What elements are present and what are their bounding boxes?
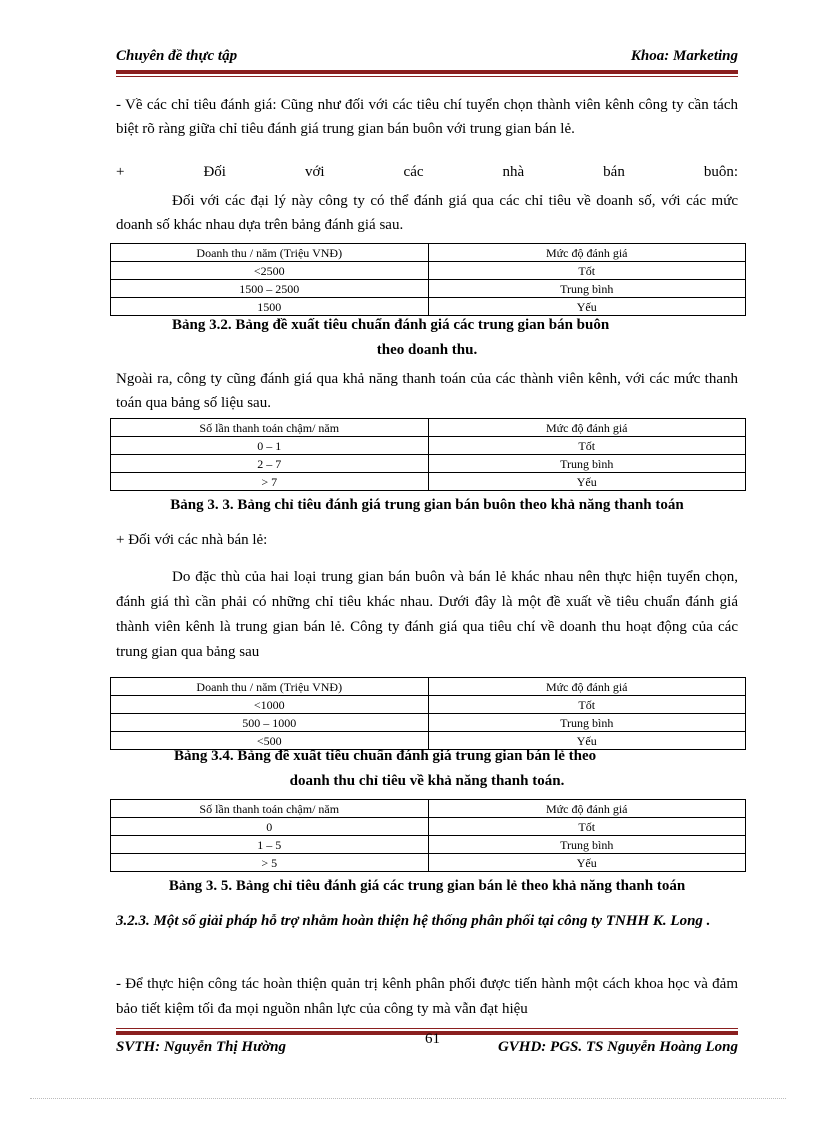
caption-table-3-2-line1: Bảng 3.2. Bảng đề xuất tiêu chuẩn đánh giá các trung gian bán buôn <box>172 317 610 333</box>
table-cell: Trung bình <box>428 714 746 732</box>
caption-table-3-2-line2: theo doanh thu. <box>376 342 478 358</box>
paragraph-solutions-intro: - Để thực hiện công tác hoàn thiện quản trị kênh phân phối được tiến hành một cách khoa học và đảm bảo tiết kiệm tối đa mọi nguồn nhân lực của công ty mà vẫn đạt hiệu <box>116 976 738 1017</box>
wholesale-word: bán <box>603 164 625 180</box>
table-row <box>111 696 746 714</box>
table-cell: Tốt <box>428 437 746 455</box>
table-cell: Yếu <box>428 732 746 750</box>
section-heading-3-2-3: 3.2.3. Một số giải pháp hỗ trợ nhằm hoàn thiện hệ thống phân phối tại công ty TNHH K. Long . <box>116 913 711 929</box>
wholesale-heading <box>116 164 738 181</box>
table-cell: Trung bình <box>428 280 746 298</box>
table-row <box>111 262 746 280</box>
table-row <box>111 732 746 750</box>
paragraph-payment-ability: Ngoài ra, công ty cũng đánh giá qua khả năng thanh toán của các thành viên kênh, với các mức thanh toán qua bảng số liệu sau. <box>116 371 738 411</box>
table-cell: 2 – 7 <box>111 455 429 473</box>
table-header-cell: Số lần thanh toán chậm/ năm <box>111 800 429 818</box>
page-bottom-dotted-border <box>30 1098 786 1099</box>
paragraph-retail-criteria: Do đặc thù của hai loại trung gian bán buôn và bán lẻ khác nhau nên thực hiện tuyển chọn, đánh giá thì cần phải có những chỉ tiêu khác nhau. Dưới đây là một đề xuất về tiêu chuẩn đánh giá thành viên kênh là trung gian bán lẻ. Công ty đánh giá qua tiêu chí về doanh thu hoạt động của các trung gian qua bảng sau <box>116 569 738 660</box>
table-header-cell: Mức độ đánh giá <box>428 678 746 696</box>
table-header-cell: Mức độ đánh giá <box>428 800 746 818</box>
table-cell: <2500 <box>111 262 429 280</box>
caption-table-3-3: Bảng 3. 3. Bảng chỉ tiêu đánh giá trung gian bán buôn theo khả năng thanh toán <box>170 497 684 513</box>
table-cell: 1 – 5 <box>111 836 429 854</box>
table-cell: 500 – 1000 <box>111 714 429 732</box>
caption-table-3-5: Bảng 3. 5. Bảng chỉ tiêu đánh giá các trung gian bán lẻ theo khả năng thanh toán <box>168 878 686 894</box>
table-cell: 1500 <box>111 298 429 316</box>
wholesale-word: Đối <box>203 164 226 180</box>
wholesale-word: + <box>116 164 125 180</box>
table-cell: Yếu <box>428 473 746 491</box>
table-cell: > 5 <box>111 854 429 872</box>
table-cell: <500 <box>111 732 429 750</box>
table-cell: Trung bình <box>428 836 746 854</box>
table-row <box>111 714 746 732</box>
table-header-row <box>111 244 746 262</box>
table-header-cell: Doanh thu / năm (Triệu VNĐ) <box>111 244 429 262</box>
paragraph-evaluation-criteria: - Về các chỉ tiêu đánh giá: Cũng như đối với các tiêu chí tuyển chọn thành viên kênh công ty cần tách biệt rõ ràng giữa chỉ tiêu đánh giá trung gian bán buôn với trung gian bán lẻ. <box>116 97 738 137</box>
table-retail-payment <box>110 799 746 872</box>
table-retail-revenue <box>110 677 746 750</box>
table-header-row <box>111 800 746 818</box>
footer-rule-thin <box>116 1028 738 1029</box>
footer-student: SVTH: Nguyễn Thị Hường <box>116 1039 286 1055</box>
header-rule-thin <box>116 76 738 77</box>
table-row <box>111 836 746 854</box>
wholesale-word: với <box>304 164 325 180</box>
table-row <box>111 437 746 455</box>
table-cell: Tốt <box>428 262 746 280</box>
table-row <box>111 298 746 316</box>
page-number: 61 <box>425 1031 440 1047</box>
table-header-cell: Mức độ đánh giá <box>428 419 746 437</box>
table-row <box>111 473 746 491</box>
table-header-cell: Mức độ đánh giá <box>428 244 746 262</box>
wholesale-word: buôn: <box>703 164 738 180</box>
table-cell: <1000 <box>111 696 429 714</box>
table-wholesale-revenue <box>110 243 746 316</box>
table-header-cell: Số lần thanh toán chậm/ năm <box>111 419 429 437</box>
wholesale-word: nhà <box>502 164 525 180</box>
table-cell: 0 <box>111 818 429 836</box>
table-cell: Yếu <box>428 298 746 316</box>
table-row <box>111 854 746 872</box>
table-header-cell: Doanh thu / năm (Triệu VNĐ) <box>111 678 429 696</box>
header-right: Khoa: Marketing <box>630 48 738 64</box>
table-row <box>111 455 746 473</box>
footer-supervisor: GVHD: PGS. TS Nguyễn Hoàng Long <box>497 1039 738 1055</box>
table-row <box>111 818 746 836</box>
table-wholesale-payment <box>110 418 746 491</box>
table-cell: Trung bình <box>428 455 746 473</box>
paragraph-wholesale-revenue: Đối với các đại lý này công ty có thể đánh giá qua các chỉ tiêu về doanh số, với các mức doanh số khác nhau dựa trên bảng đánh giá sau. <box>116 193 738 233</box>
table-row <box>111 280 746 298</box>
table-cell: Yếu <box>428 854 746 872</box>
wholesale-word: các <box>403 164 424 180</box>
table-cell: 1500 – 2500 <box>111 280 429 298</box>
caption-table-3-4-line2: doanh thu chỉ tiêu về khả năng thanh toán. <box>289 773 565 789</box>
table-cell: Tốt <box>428 818 746 836</box>
table-header-row <box>111 678 746 696</box>
table-cell: 0 – 1 <box>111 437 429 455</box>
header-rule-thick <box>116 70 738 74</box>
table-cell: Tốt <box>428 696 746 714</box>
retail-heading: + Đối với các nhà bán lẻ: <box>116 532 268 548</box>
caption-table-3-4-line1: Bảng 3.4. Bảng đề xuất tiêu chuẩn đánh giá trung gian bán lẻ theo <box>174 748 597 764</box>
table-cell: > 7 <box>111 473 429 491</box>
table-header-row <box>111 419 746 437</box>
header-left: Chuyên đề thực tập <box>116 48 238 64</box>
